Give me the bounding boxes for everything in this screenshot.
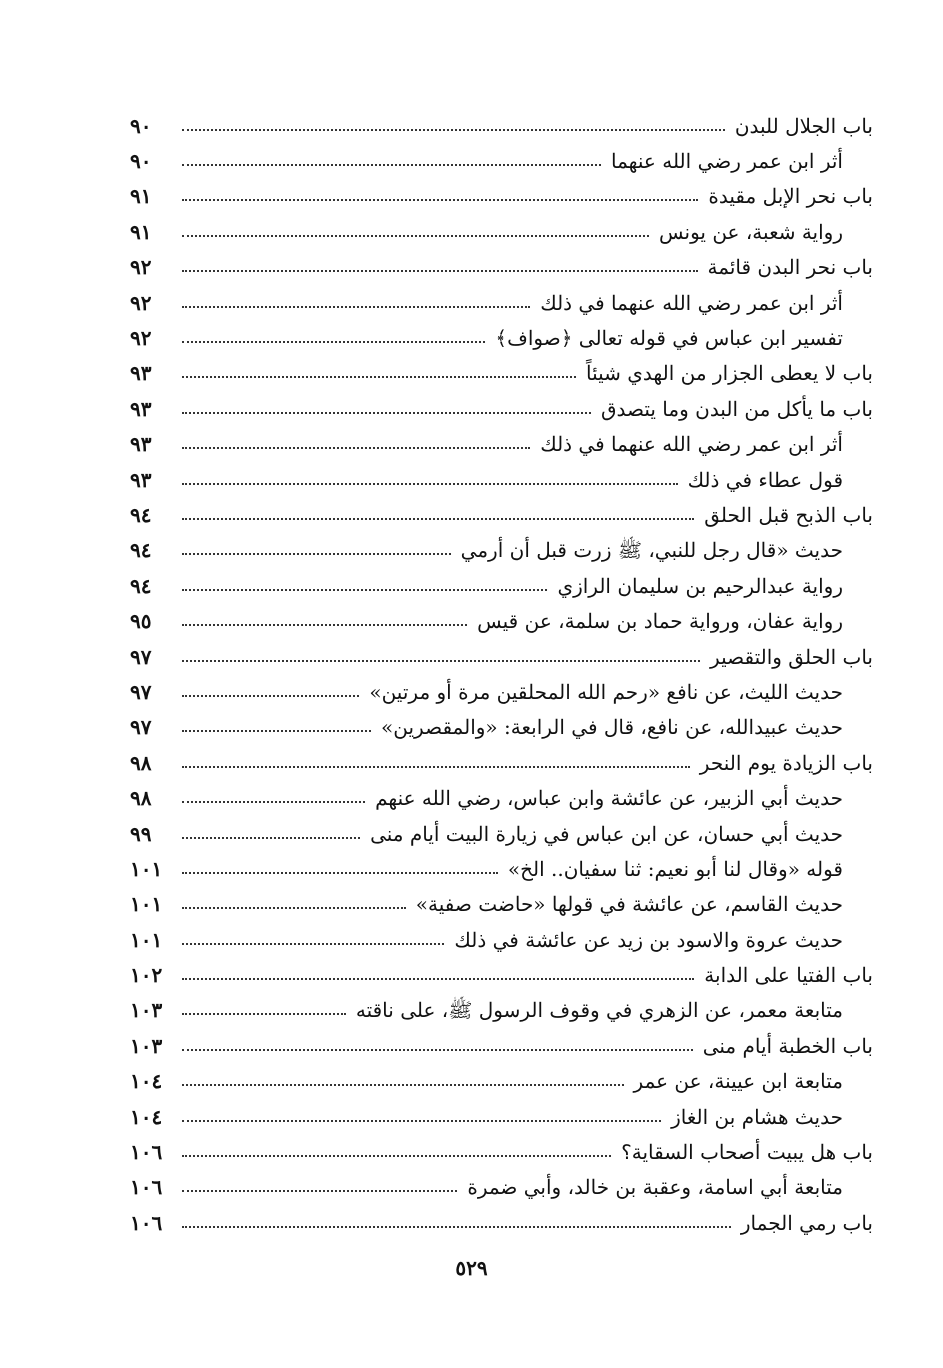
dot-leader (182, 801, 365, 803)
entry-title: متابعة معمر، عن الزهري في وقوف الرسول ﷺ، على ناقته (355, 998, 843, 1023)
entry-page-number: ١٠٤ (130, 1069, 163, 1094)
entry-page-number: ١٠١ (130, 927, 163, 952)
entry-page-number: ١٠٣ (130, 998, 163, 1023)
entry-page-number: ١٠٦ (130, 1210, 163, 1235)
dot-leader (182, 589, 547, 591)
entry-title: باب هل يبيت أصحاب السقاية؟ (621, 1140, 873, 1165)
entry-page-number: ٩١ (130, 219, 152, 244)
dot-leader (182, 306, 530, 308)
toc-sub-entry (130, 993, 873, 1028)
toc-sub-entry (130, 462, 873, 497)
dot-leader (182, 129, 725, 131)
entry-title: باب ما يأكل من البدن وما يتصدق (600, 396, 873, 421)
entry-page-number: ١٠٢ (130, 963, 163, 988)
toc-sub-entry (130, 674, 873, 709)
dot-leader (182, 199, 698, 201)
entry-page-number: ٩٧ (130, 715, 152, 740)
dot-leader (182, 1013, 346, 1015)
dot-leader (182, 518, 694, 520)
entry-page-number: ٩٠ (130, 113, 152, 138)
dot-leader (182, 164, 601, 166)
dot-leader (182, 412, 591, 414)
entry-page-number: ٩٣ (130, 432, 152, 457)
toc-sub-entry (130, 568, 873, 603)
dot-leader (182, 978, 694, 980)
entry-title: باب الخطبة أيام منى (702, 1033, 873, 1058)
table-of-contents (130, 108, 873, 1241)
dot-leader (182, 341, 485, 343)
toc-chapter-entry (130, 391, 873, 426)
toc-sub-entry (130, 710, 873, 745)
entry-title: أثر ابن عمر رضي الله عنهما في ذلك (540, 290, 843, 315)
entry-page-number: ٩٠ (130, 149, 152, 174)
toc-chapter-entry (130, 250, 873, 285)
dot-leader (182, 730, 371, 732)
entry-title: متابعة أبي اسامة، وعقبة بن خالد، وأبي ضمرة (467, 1175, 843, 1200)
entry-page-number: ٩٧ (130, 679, 152, 704)
toc-chapter-entry (130, 179, 873, 214)
dot-leader (182, 837, 360, 839)
entry-title: رواية عفان، ورواية حماد بن سلمة، عن قيس (477, 609, 843, 634)
entry-title: باب نحر الإبل مقيدة (708, 184, 873, 209)
toc-sub-entry (130, 603, 873, 638)
dot-leader (182, 235, 649, 237)
dot-leader (182, 553, 451, 555)
entry-title: حديث أبي الزبير، عن عائشة وابن عباس، رضي الله عنهم (375, 786, 843, 811)
toc-chapter-entry (130, 356, 873, 391)
entry-page-number: ٩٧ (130, 644, 152, 669)
entry-title: حديث أبي حسان، عن ابن عباس في زيارة البيت أيام منى (370, 821, 843, 846)
dot-leader (182, 1155, 611, 1157)
entry-page-number: ٩٤ (130, 502, 152, 527)
toc-sub-entry (130, 1064, 873, 1099)
toc-sub-entry (130, 922, 873, 957)
dot-leader (182, 1226, 731, 1228)
entry-title: باب الفتيا على الدابة (704, 963, 873, 988)
entry-title: باب الحلق والتقصير (710, 644, 873, 669)
toc-sub-entry (130, 214, 873, 249)
toc-sub-entry (130, 285, 873, 320)
toc-chapter-entry (130, 1134, 873, 1169)
entry-title: حديث القاسم، عن عائشة في قولها «حاضت صفية» (415, 892, 843, 917)
entry-title: باب الزيادة يوم النحر (699, 750, 873, 775)
entry-title: رواية عبدالرحيم بن سليمان الرازي (557, 573, 843, 598)
entry-page-number: ٩٢ (130, 326, 152, 351)
entry-title: قول عطاء في ذلك (687, 467, 843, 492)
entry-title: حديث عروة والاسود بن زيد عن عائشة في ذلك (454, 927, 843, 952)
dot-leader (182, 766, 690, 768)
dot-leader (182, 872, 498, 874)
entry-page-number: ٩١ (130, 184, 152, 209)
dot-leader (182, 943, 444, 945)
dot-leader (182, 660, 700, 662)
entry-title: حديث هشام بن الغاز (671, 1104, 843, 1129)
entry-title: رواية شعبة، عن يونس (659, 219, 843, 244)
dot-leader (182, 624, 467, 626)
entry-page-number: ٩٣ (130, 467, 152, 492)
dot-leader (182, 695, 359, 697)
toc-chapter-entry (130, 108, 873, 143)
dot-leader (182, 270, 698, 272)
entry-title: باب لا يعطى الجزار من الهدي شيئاً (585, 361, 873, 386)
toc-chapter-entry (130, 1205, 873, 1240)
toc-chapter-entry (130, 1028, 873, 1063)
toc-chapter-entry (130, 639, 873, 674)
entry-page-number: ١٠٣ (130, 1033, 163, 1058)
entry-title: حديث عبيدالله، عن نافع، قال في الرابعة: «والمقصرين» (381, 715, 843, 740)
entry-page-number: ٩٨ (130, 786, 152, 811)
dot-leader (182, 907, 406, 909)
entry-page-number: ٩٩ (130, 821, 152, 846)
entry-title: باب رمي الجمار (740, 1210, 873, 1235)
entry-title: باب الجلال للبدن (734, 113, 873, 138)
dot-leader (182, 447, 530, 449)
entry-title: أثر ابن عمر رضي الله عنهما (611, 149, 843, 174)
entry-title: حديث «قال رجل للنبي، ﷺ زرت قبل أن أرمي (460, 538, 843, 563)
toc-chapter-entry (130, 745, 873, 780)
entry-page-number: ٩٢ (130, 290, 152, 315)
toc-sub-entry (130, 320, 873, 355)
entry-page-number: ١٠٦ (130, 1140, 163, 1165)
dot-leader (182, 483, 678, 485)
toc-sub-entry (130, 427, 873, 462)
entry-title: متابعة ابن عيينة، عن عمر (633, 1069, 843, 1094)
toc-sub-entry (130, 780, 873, 815)
dot-leader (182, 1084, 624, 1086)
entry-page-number: ١٠٦ (130, 1175, 163, 1200)
entry-page-number: ٩٤ (130, 538, 152, 563)
toc-sub-entry (130, 533, 873, 568)
toc-sub-entry (130, 887, 873, 922)
entry-page-number: ٩٣ (130, 361, 152, 386)
toc-chapter-entry (130, 497, 873, 532)
entry-page-number: ٩٣ (130, 396, 152, 421)
entry-page-number: ٩٤ (130, 573, 152, 598)
entry-page-number: ٩٨ (130, 750, 152, 775)
toc-sub-entry (130, 143, 873, 178)
toc-sub-entry (130, 851, 873, 886)
dot-leader (182, 1049, 693, 1051)
entry-title: باب الذبح قبل الحلق (704, 502, 873, 527)
entry-title: تفسير ابن عباس في قوله تعالى ﴿صواف﴾ (495, 326, 843, 351)
toc-chapter-entry (130, 957, 873, 992)
dot-leader (182, 1190, 457, 1192)
entry-title: باب نحر البدن قائمة (707, 255, 873, 280)
entry-page-number: ٩٢ (130, 255, 152, 280)
entry-title: قوله «وقال لنا أبو نعيم: ثنا سفيان.. الخ» (507, 856, 843, 881)
dot-leader (182, 376, 576, 378)
toc-sub-entry (130, 816, 873, 851)
toc-sub-entry (130, 1170, 873, 1205)
entry-title: حديث الليث، عن نافع «رحم الله المحلقين مرة أو مرتين» (369, 679, 843, 704)
entry-page-number: ١٠١ (130, 892, 163, 917)
toc-sub-entry (130, 1099, 873, 1134)
entry-page-number: ١٠٤ (130, 1104, 163, 1129)
entry-title: أثر ابن عمر رضي الله عنهما في ذلك (540, 432, 843, 457)
dot-leader (182, 1120, 661, 1122)
entry-page-number: ١٠١ (130, 856, 163, 881)
page-number: ٥٢٩ (455, 1256, 488, 1280)
entry-page-number: ٩٥ (130, 609, 152, 634)
